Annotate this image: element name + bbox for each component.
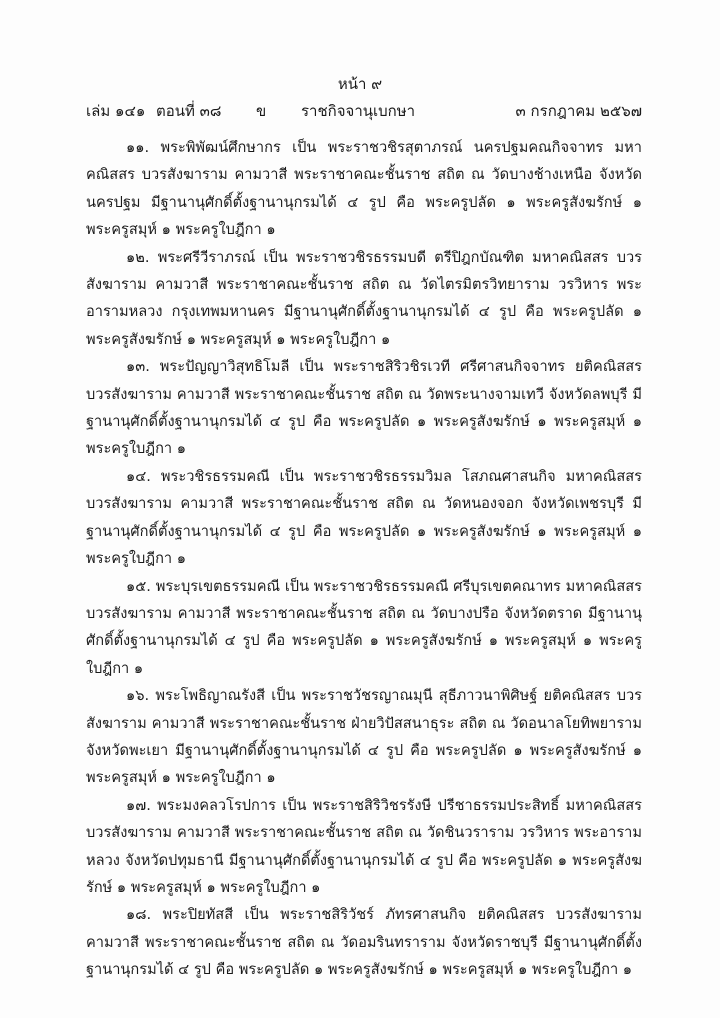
paragraph-17: ๑๗. พระมงคลวโรปการ เป็น พระราชสิริวิชรรังษี ปรีชาธรรมประสิทธิ์ มหาคณิสสร บวรสังฆาราม คามวาสี พระราชาคณะชั้นราช สถิต ณ วัดชินวราราม วรวิหาร พระอารามหลวง จังหวัดปทุมธานี มีฐานานุศักดิ์ตั้งฐานานุกรมได้ ๔ รูป คือ พระครูปลัด ๑ พระครูสังฆรักษ์ ๑ พระครูสมุห์ ๑ พระครูใบฎีกา ๑	[86, 796, 642, 896]
paragraph-15: ๑๕. พระบุรเขตธรรมคณี เป็น พระราชวชิรธรรมคณี ศรีบุรเขตคณาทร มหาคณิสสร บวรสังฆาราม คามวาสี พระราชาคณะชั้นราช สถิต ณ วัดบางปรือ จังหวัดตราด มีฐานานุศักดิ์ตั้งฐานานุกรมได้ ๔ รูป คือ พระครูปลัด ๑ พระครูสังฆรักษ์ ๑ พระครูสมุห์ ๑ พระครูใบฎีกา ๑	[86, 577, 642, 677]
paragraph-13: ๑๓. พระปัญญาวิสุทธิโมลี เป็น พระราชสิริวชิรเวที ศรีศาสนกิจจาทร ยติคณิสสร บวรสังฆาราม คามวาสี พระราชาคณะชั้นราช สถิต ณ วัดพระนางจามเทวี จังหวัดลพบุรี มีฐานานุศักดิ์ตั้งฐานานุกรมได้ ๔ รูป คือ พระครูปลัด ๑ พระครูสังฆรักษ์ ๑ พระครูสมุห์ ๑ พระครูใบฎีกา ๑	[86, 358, 642, 458]
gazette-header	[86, 100, 642, 122]
header-gazette-name: ราชกิจจานุเบกษา	[301, 102, 416, 120]
header-volume: เล่ม ๑๔๑	[86, 102, 146, 120]
header-date: ๓ กรกฎาคม ๒๕๖๗	[515, 102, 642, 120]
header-part: ตอนที่ ๓๘	[156, 102, 222, 120]
paragraph-14: ๑๔. พระวชิรธรรมคณี เป็น พระราชวชิรธรรมวิมล โสภณศาสนกิจ มหาคณิสสร บวรสังฆาราม คามวาสี พระราชาคณะชั้นราช สถิต ณ วัดหนองจอก จังหวัดเพชรบุรี มีฐานานุศักดิ์ตั้งฐานานุกรมได้ ๔ รูป คือ พระครูปลัด ๑ พระครูสังฆรักษ์ ๑ พระครูสมุห์ ๑ พระครูใบฎีกา ๑	[86, 467, 642, 568]
document-body	[86, 134, 642, 984]
page-number: หน้า ๙	[337, 75, 383, 93]
paragraph-18: ๑๘. พระปิยทัสสี เป็น พระราชสิริวัชร์ ภัทรศาสนกิจ ยติคณิสสร บวรสังฆาราม คามวาสี พระราชาคณะชั้นราช สถิต ณ วัดอมรินทราราม จังหวัดราชบุรี มีฐานานุศักดิ์ตั้งฐานานุกรมได้ ๔ รูป คือ พระครูปลัด ๑ พระครูสังฆรักษ์ ๑ พระครูสมุห์ ๑ พระครูใบฎีกา ๑	[86, 906, 642, 979]
paragraph-11: ๑๑. พระพิพัฒน์ศึกษากร เป็น พระราชวชิรสุตาภรณ์ นครปฐมคณกิจจาทร มหาคณิสสร บวรสังฆาราม คามวาสี พระราชาคณะชั้นราช สถิต ณ วัดบางช้างเหนือ จังหวัดนครปฐม มีฐานานุศักดิ์ตั้งฐานานุกรมได้ ๔ รูป คือ พระครูปลัด ๑ พระครูสังฆรักษ์ ๑ พระครูสมุห์ ๑ พระครูใบฎีกา ๑	[86, 139, 642, 239]
paragraph-16: ๑๖. พระโพธิญาณรังสี เป็น พระราชวัชรญาณมุนี สุธีภาวนาพิศิษฐ์ ยติคณิสสร บวรสังฆาราม คามวาสี พระราชาคณะชั้นราช ฝ่ายวิปัสสนาธุระ สถิต ณ วัดอนาลโยทิพยาราม จังหวัดพะเยา มีฐานานุศักดิ์ตั้งฐานานุกรมได้ ๔ รูป คือ พระครูปลัด ๑ พระครูสังฆรักษ์ ๑ พระครูสมุห์ ๑ พระครูใบฎีกา ๑	[86, 687, 642, 787]
paragraph-12: ๑๒. พระศรีวีราภรณ์ เป็น พระราชวชิรธรรมบดี ตรีปิฎกบัณฑิต มหาคณิสสร บวรสังฆาราม คามวาสี พระราชาคณะชั้นราช สถิต ณ วัดไตรมิตรวิทยาราม วรวิหาร พระอารามหลวง กรุงเทพมหานคร มีฐานานุศักดิ์ตั้งฐานานุกรมได้ ๔ รูป คือ พระครูปลัด ๑ พระครูสังฆรักษ์ ๑ พระครูสมุห์ ๑ พระครูใบฎีกา ๑	[86, 248, 642, 348]
header-section: ข	[256, 102, 267, 120]
